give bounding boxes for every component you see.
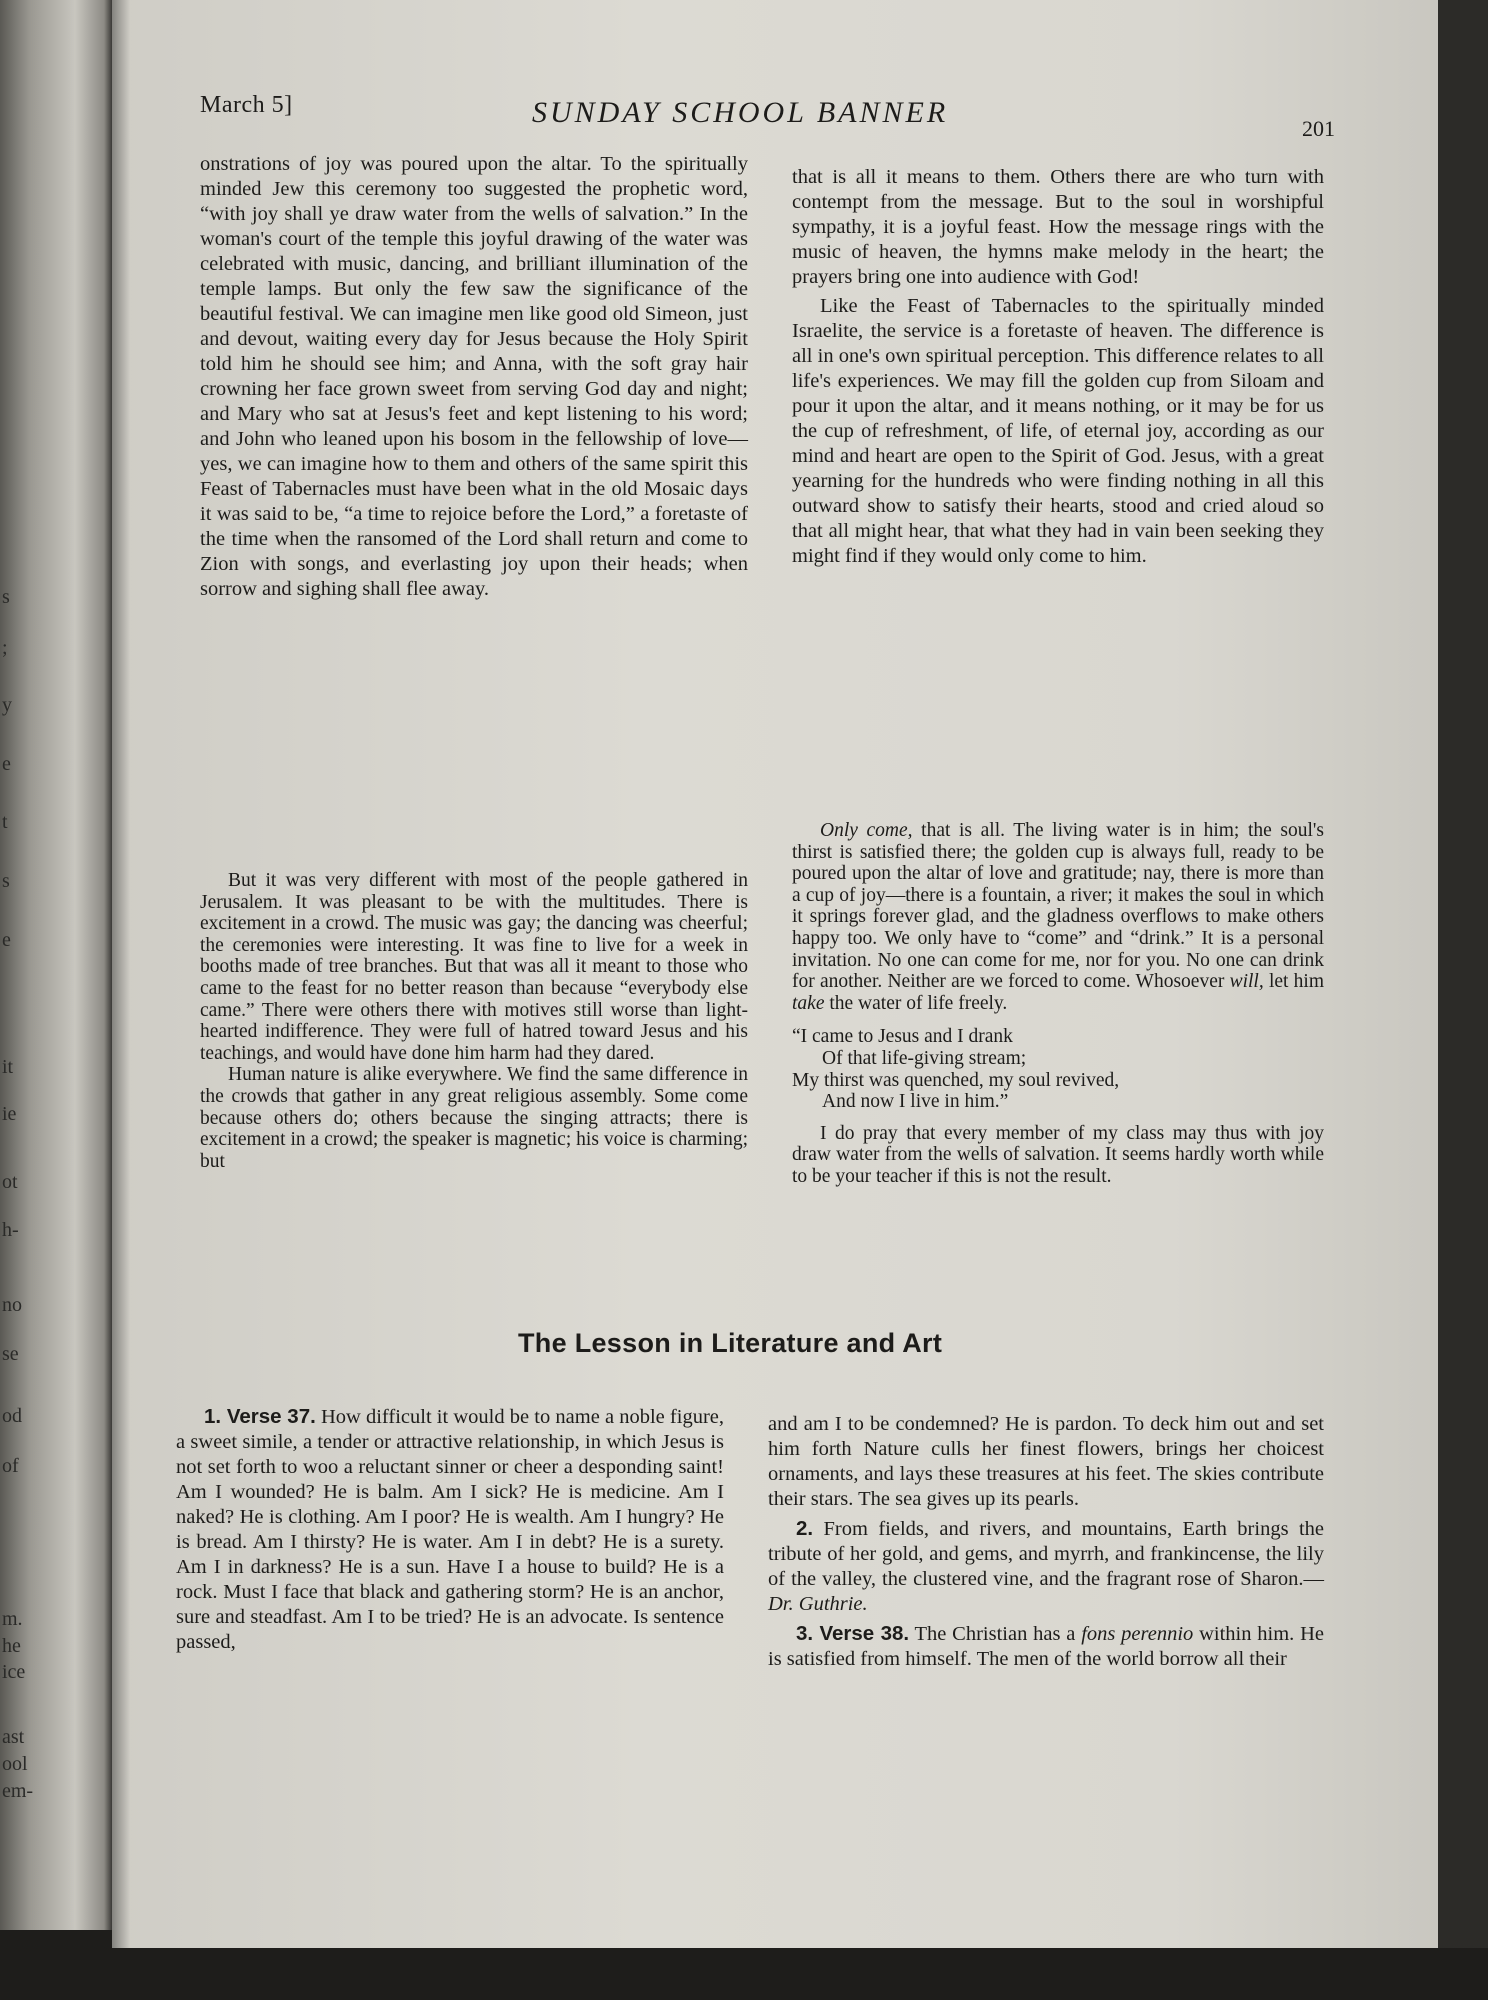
fragment: e bbox=[2, 929, 11, 951]
fragment: s bbox=[2, 586, 10, 608]
item-label: 3. Verse 38. bbox=[796, 1622, 910, 1645]
fragment: he bbox=[2, 1635, 21, 1657]
fragment: ie bbox=[2, 1103, 17, 1125]
text-run: From fields, and rivers, and mountains, Earth brings the tribute of her gold, and gems, and myrrh, and frankincense, the lily of the valley, the clustered vine, and the fragrant rose of Sharon.— bbox=[768, 1518, 1324, 1590]
paragraph: Like the Feast of Tabernacles to the spiritually minded Israelite, the service is a foretaste of heaven. The difference is all in one's own spiritual perception. This difference relates to all life's experiences. We may fill the golden cup from Siloam and pour it upon the altar, and it means nothing, or it may be for us the cup of refreshment, of life, of eternal joy, according as our mind and heart are open to the Spirit of God. Jesus, with a great yearning for the hundreds who were finding nothing in all this outward show to satisfy their hearts, stood and cried aloud so that all might hear, that what they had in vain been seeking they might find if they would only come to him. bbox=[792, 295, 1324, 567]
author: Dr. Guthrie. bbox=[768, 1593, 868, 1615]
emphasis: will, bbox=[1229, 971, 1264, 993]
poem-line: And now I live in him.” bbox=[822, 1091, 1009, 1113]
page-date: March 5] bbox=[200, 92, 293, 118]
text-run: that is all. The living water is in him; the soul's thirst is satisfied there; the golden cup is always full, ready to be poured upon the altar of love and gratitude; nay, there is more than a cup of joy—there is a fountain, a river; it makes the soul in which it springs forever glad, and the gladness overflows to make others happy too. We only have to “come” and “drink.” It is a personal invitation. No one can come for me, nor for you. No one can drink for another. Neither are we forced to come. Whosoever bbox=[792, 820, 1324, 993]
page-number: 201 bbox=[1302, 116, 1335, 141]
bottom-left-column bbox=[176, 1404, 724, 1655]
facing-page-fragments bbox=[0, 0, 34, 1930]
fragment: s bbox=[2, 870, 10, 892]
fragment: ast bbox=[2, 1726, 25, 1748]
emphasis: Only come, bbox=[820, 820, 913, 841]
poem bbox=[792, 1026, 1324, 1112]
scan-right-margin bbox=[1438, 0, 1488, 1948]
fragment: of bbox=[2, 1455, 19, 1477]
left-column bbox=[200, 152, 748, 602]
text-run: The Christian has a bbox=[909, 1623, 1082, 1645]
right-column bbox=[792, 165, 1324, 569]
spine-shadow bbox=[112, 0, 130, 1948]
fragment: ice bbox=[2, 1661, 26, 1683]
paragraph: Human nature is alike everywhere. We find the same difference in the crowds that gather in any great religious assembly. Some come because others do; others because the singing attracts; there is excitement in a crowd; the speaker is magnetic; his voice is charming; but bbox=[200, 1064, 748, 1172]
item-label: 1. Verse 37. bbox=[204, 1405, 316, 1428]
text-run: the water of life freely. bbox=[824, 992, 1008, 1014]
paragraph: I do pray that every member of my class may thus with joy draw water from the wells of salvation. It seems hardly worth while to be your teacher if this is not the result. bbox=[792, 1122, 1324, 1187]
right-column-dense bbox=[792, 820, 1324, 1188]
paragraph: and am I to be condemned? He is pardon. To deck him out and set him forth Nature culls her finest flowers, brings her choicest ornaments, and lays these treasures at his feet. The skies contribute their stars. The sea gives up its pearls. bbox=[768, 1413, 1324, 1510]
item-label: 2. bbox=[796, 1517, 814, 1540]
paragraph: onstrations of joy was poured upon the altar. To the spiritually minded Jew this ceremony too suggested the prophetic word, “with joy shall ye draw water from the wells of salvation.” In the woman's court of the temple this joyful drawing of the water was celebrated with music, dancing, and brilliant illumination of the temple lamps. But only the few saw the significance of the beautiful festival. We can imagine men like good old Simeon, just and devout, waiting every day for Jesus because the Holy Spirit told him he should see him; and Anna, with the soft gray hair crowning her face grown sweet from serving God day and night; and Mary who sat at Jesus's feet and kept listening to his word; and John who leaned upon his bosom in the fellowship of love—yes, we can imagine how to them and others of the same spirit this Feast of Tabernacles must have been what in the old Mosaic days it was said to be, “a time to rejoice before the Lord,” a foretaste of the time when the ransomed of the Lord shall return and come to Zion with songs, and everlasting joy upon their heads; when sorrow and sighing shall flee away. bbox=[200, 153, 748, 600]
fragment: e bbox=[2, 753, 11, 775]
fragment: od bbox=[2, 1405, 22, 1427]
emphasis: fons perennio bbox=[1081, 1623, 1194, 1645]
fragment: ; bbox=[2, 637, 8, 659]
left-column-dense bbox=[200, 870, 748, 1172]
paragraph: But it was very different with most of the people gathered in Jerusalem. It was pleasant to be with the multitudes. There is excitement in a crowd. The music was gay; the dancing was cheerful; the ceremonies were interesting. It was fine to live for a week in booths made of tree branches. But that was all it meant to those who came to the feast for no better reason than because “everybody else came.” There were others there with motives still worse than light-hearted indifference. They were full of hatred toward Jesus and his teachings, and would have done him harm had they dared. bbox=[200, 870, 748, 1064]
text-run: let him bbox=[1263, 971, 1324, 993]
fragment: y bbox=[2, 694, 12, 716]
poem-line: “I came to Jesus and I drank bbox=[792, 1026, 1013, 1048]
poem-line: My thirst was quenched, my soul revived, bbox=[792, 1069, 1120, 1091]
magazine-page bbox=[112, 0, 1438, 1948]
paragraph: that is all it means to them. Others there are who turn with contempt from the message. But to the soul in worshipful sympathy, it is a joyful feast. How the message rings with the music of heaven, the hymns make melody in the heart; the prayers bring one into audience with God! bbox=[792, 166, 1324, 288]
paragraph bbox=[792, 820, 1324, 1014]
running-title: SUNDAY SCHOOL BANNER bbox=[532, 96, 949, 129]
fragment: no bbox=[2, 1294, 22, 1316]
bottom-right-column bbox=[768, 1412, 1324, 1672]
paragraph bbox=[768, 1516, 1324, 1617]
fragment: se bbox=[2, 1343, 19, 1365]
fragment: h- bbox=[2, 1219, 19, 1241]
fragment: m. bbox=[2, 1608, 23, 1630]
fragment: em- bbox=[2, 1780, 34, 1802]
facing-page-edge bbox=[0, 0, 112, 1930]
paragraph bbox=[768, 1621, 1324, 1672]
text-run: How difficult it would be to name a noble figure, a sweet simile, a tender or attractive relationship, in which Jesus is not set forth to woo a reluctant sinner or cheer a desponding saint! Am I wounded? He is balm. Am I sick? He is medicine. Am I naked? He is clothing. Am I poor? He is wealth. Am I hungry? He is bread. Am I thirsty? He is water. Am I in debt? He is a surety. Am I in darkness? He is a sun. Have I a house to build? He is a rock. Must I face that black and gathering storm? He is an anchor, sure and steadfast. Am I to be tried? He is an advocate. Is sentence passed, bbox=[176, 1406, 724, 1653]
fragment: ot bbox=[2, 1171, 18, 1193]
poem-line: Of that life-giving stream; bbox=[822, 1047, 1027, 1069]
emphasis: take bbox=[792, 992, 825, 1014]
fragment: t bbox=[2, 811, 8, 833]
fragment: it bbox=[2, 1056, 14, 1078]
paragraph bbox=[176, 1404, 724, 1655]
fragment: ool bbox=[2, 1753, 28, 1775]
text-run: within him. He is satisfied from himself. The men of the world borrow all their bbox=[768, 1623, 1324, 1670]
section-heading: The Lesson in Literature and Art bbox=[518, 1328, 943, 1358]
